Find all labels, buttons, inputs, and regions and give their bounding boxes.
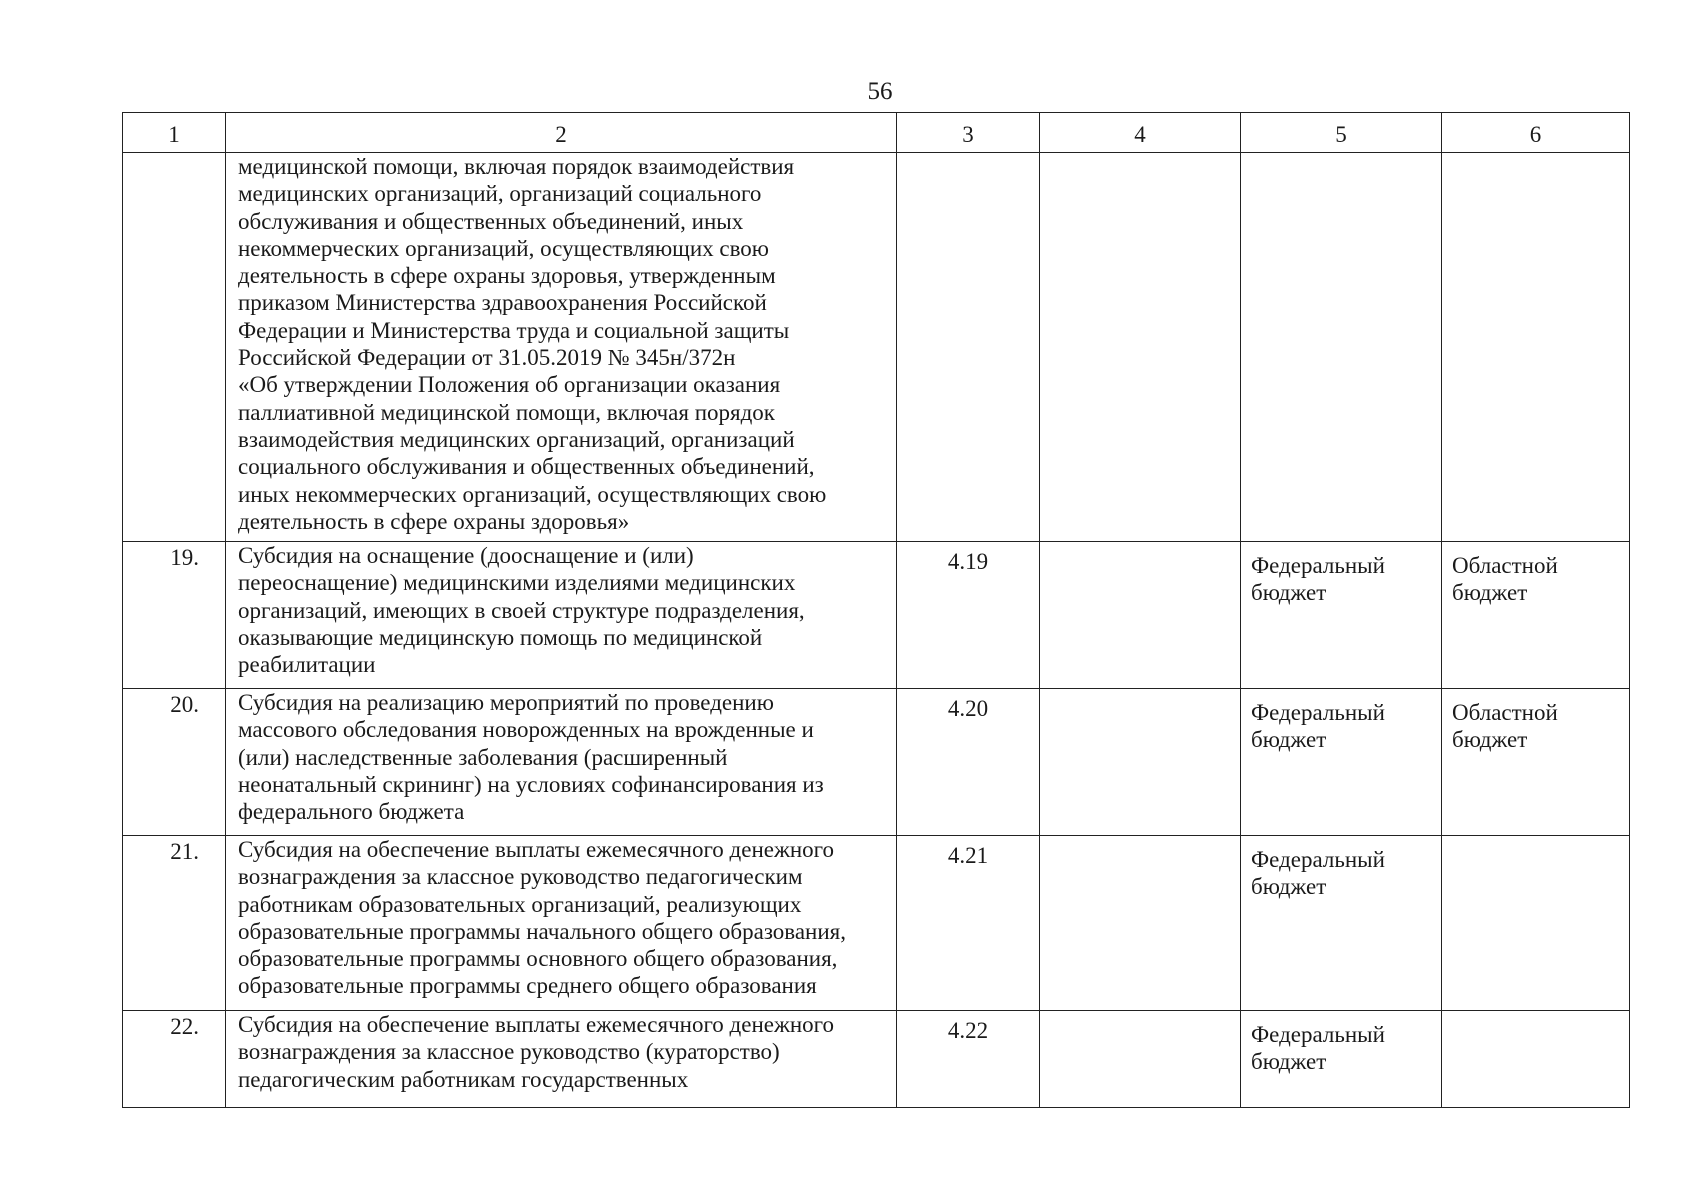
budget-source-line: бюджет <box>1251 580 1327 606</box>
column-header: 3 <box>897 113 1040 153</box>
budget-source-line: бюджет <box>1251 1049 1327 1075</box>
budget-source-line: Федеральный <box>1251 553 1385 578</box>
description-line: приказом Министерства здравоохранения Российской <box>238 290 767 316</box>
description-line: деятельность в сфере охраны здоровья, утвержденным <box>238 263 776 289</box>
budget-source-line: бюджет <box>1251 874 1327 900</box>
budget-source-line: бюджет <box>1452 727 1528 753</box>
row-number-cell: 21. <box>123 836 226 1011</box>
row-col6-cell <box>1442 689 1630 836</box>
row-description-cell <box>226 836 897 1011</box>
description-line: взаимодействия медицинских организаций, организаций <box>238 426 795 452</box>
row-col4-cell <box>1040 1011 1241 1108</box>
row-number-cell: 22. <box>123 1011 226 1108</box>
description-line: (или) наследственные заболевания (расширенный <box>238 744 728 770</box>
budget-source-line: Федеральный <box>1251 847 1385 872</box>
description-line: Субсидия на оснащение (дооснащение и (или) <box>238 543 694 568</box>
row-col6-cell <box>1442 542 1630 689</box>
row-code-cell <box>897 153 1040 542</box>
description-line: иных некоммерческих организаций, осуществляющих свою <box>238 481 827 507</box>
row-col5-cell <box>1241 836 1442 1011</box>
description-line: некоммерческих организаций, осуществляющих свою <box>238 235 769 261</box>
description-line: Субсидия на реализацию мероприятий по проведению <box>238 690 774 715</box>
description-line: массового обследования новорожденных на врожденные и <box>238 717 814 743</box>
table-row-20 <box>123 689 1630 836</box>
row-code-cell: 4.21 <box>897 836 1040 1011</box>
description-line: вознаграждения за классное руководство (кураторство) <box>238 1039 780 1065</box>
column-header: 6 <box>1442 113 1630 153</box>
description-line: медицинской помощи, включая порядок взаимодействия <box>238 154 795 179</box>
description-line: медицинских организаций, организаций социального <box>238 181 762 207</box>
description-line: паллиативной медицинской помощи, включая порядок <box>238 399 775 425</box>
row-col6-cell <box>1442 153 1630 542</box>
row-col4-cell <box>1040 836 1241 1011</box>
row-description-cell <box>226 153 897 542</box>
budget-source-line: бюджет <box>1452 580 1528 606</box>
description-line: педагогическим работникам государственных <box>238 1066 689 1092</box>
page-number: 56 <box>867 78 893 105</box>
row-col6-cell <box>1442 1011 1630 1108</box>
table-row-22 <box>123 1011 1630 1108</box>
budget-source-line: Федеральный <box>1251 700 1385 725</box>
budget-source-line: Федеральный <box>1251 1022 1385 1047</box>
row-number-cell: 20. <box>123 689 226 836</box>
description-line: вознаграждения за классное руководство педагогическим <box>238 864 803 890</box>
description-line: организаций, имеющих в своей структуре подразделения, <box>238 597 805 623</box>
description-line: реабилитации <box>238 652 376 678</box>
column-header: 2 <box>226 113 897 153</box>
column-header: 4 <box>1040 113 1241 153</box>
row-number-cell <box>123 153 226 542</box>
row-number-cell: 19. <box>123 542 226 689</box>
description-line: неонатальный скрининг) на условиях софинансирования из <box>238 771 824 797</box>
description-line: переоснащение) медицинскими изделиями медицинских <box>238 570 796 596</box>
description-line: оказывающие медицинскую помощь по медицинской <box>238 624 763 650</box>
row-col5-cell <box>1241 153 1442 542</box>
row-col4-cell <box>1040 689 1241 836</box>
row-description-cell <box>226 1011 897 1108</box>
row-code-cell: 4.19 <box>897 542 1040 689</box>
row-code-cell: 4.22 <box>897 1011 1040 1108</box>
budget-source-line: Областной <box>1452 700 1558 725</box>
description-line: образовательные программы начального общего образования, <box>238 918 847 944</box>
description-line: деятельность в сфере охраны здоровья» <box>238 508 630 534</box>
row-description-cell <box>226 689 897 836</box>
column-header: 5 <box>1241 113 1442 153</box>
description-line: Субсидия на обеспечение выплаты ежемесячного денежного <box>238 1012 835 1037</box>
row-description-cell <box>226 542 897 689</box>
budget-source-line: Областной <box>1452 553 1558 578</box>
description-line: Федерации и Министерства труда и социальной защиты <box>238 317 790 343</box>
subsidies-table <box>122 112 1630 1108</box>
table-row-19 <box>123 542 1630 689</box>
description-line: Российской Федерации от 31.05.2019 № 345н/372н <box>238 345 736 371</box>
column-header: 1 <box>123 113 226 153</box>
description-line: образовательные программы основного общего образования, <box>238 946 838 972</box>
table-header-row <box>123 113 1630 153</box>
row-col5-cell <box>1241 542 1442 689</box>
budget-source-line: бюджет <box>1251 727 1327 753</box>
row-col5-cell <box>1241 689 1442 836</box>
row-col4-cell <box>1040 542 1241 689</box>
description-line: федерального бюджета <box>238 799 465 825</box>
row-col5-cell <box>1241 1011 1442 1108</box>
description-line: обслуживания и общественных объединений, иных <box>238 208 744 234</box>
row-code-cell: 4.20 <box>897 689 1040 836</box>
description-line: образовательные программы среднего общего образования <box>238 973 817 999</box>
row-col6-cell <box>1442 836 1630 1011</box>
row-col4-cell <box>1040 153 1241 542</box>
description-line: работникам образовательных организаций, реализующих <box>238 891 802 917</box>
description-line: «Об утверждении Положения об организации оказания <box>238 372 781 398</box>
table-row-21 <box>123 836 1630 1011</box>
description-line: Субсидия на обеспечение выплаты ежемесячного денежного <box>238 837 835 862</box>
table-row-continuation <box>123 153 1630 542</box>
description-line: социального обслуживания и общественных объединений, <box>238 454 815 480</box>
